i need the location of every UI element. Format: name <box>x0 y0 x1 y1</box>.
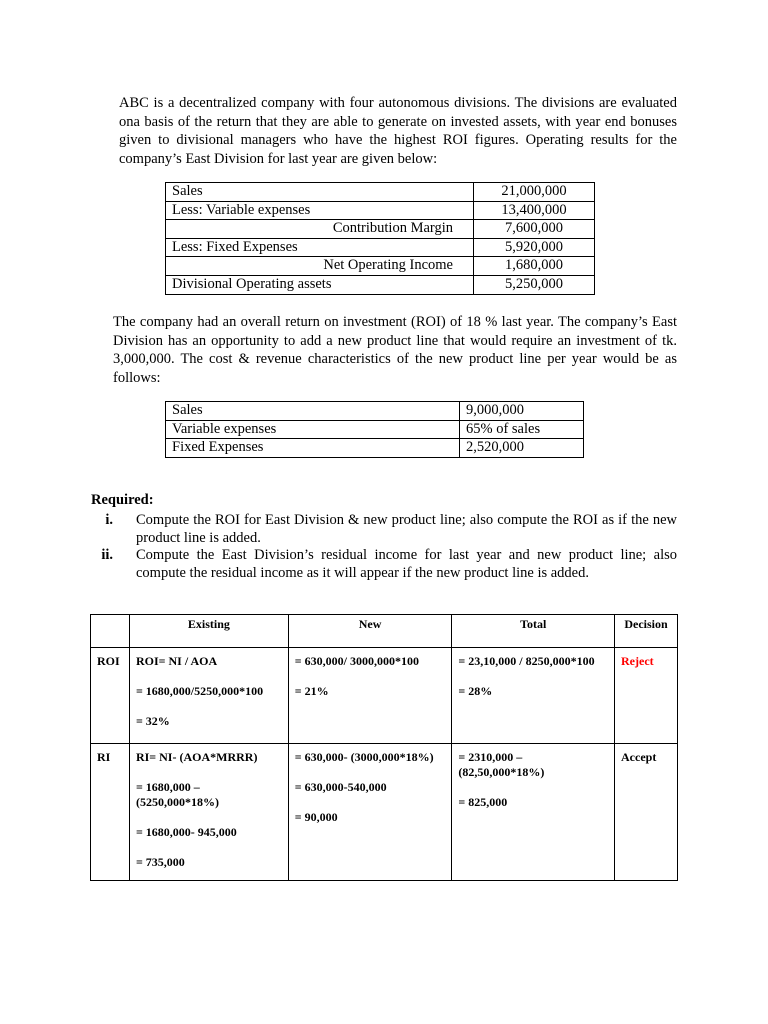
row-label: Less: Fixed Expenses <box>166 238 474 257</box>
row-value: 1,680,000 <box>474 257 595 276</box>
table-row <box>166 183 595 202</box>
table-header-row <box>91 615 678 648</box>
item-text: Compute the East Division’s residual income for last year and new product line; also compute the residual income as it will appear if the new product line is added. <box>136 547 677 581</box>
calc-line: ROI= NI / AOA <box>135 654 218 668</box>
table-row <box>166 402 584 421</box>
row-value: 13,400,000 <box>474 201 595 220</box>
table-row <box>166 439 584 458</box>
calc-line: = 2310,000 – <box>458 750 523 764</box>
calc-line: = 1680,000/5250,000*100 <box>135 684 264 698</box>
table-row <box>166 220 595 239</box>
roi-decision-cell <box>615 648 678 744</box>
row-label: Sales <box>166 183 474 202</box>
header-new: New <box>288 615 452 648</box>
table-row <box>166 257 595 276</box>
calc-line: = 32% <box>135 714 170 728</box>
roi-decision: Reject <box>621 654 654 668</box>
calc-line: = 1680,000- 945,000 <box>135 825 237 839</box>
calc-line: = 735,000 <box>135 855 185 869</box>
table-row <box>166 238 595 257</box>
ri-new-cell <box>288 744 452 881</box>
required-item <box>91 511 677 547</box>
header-decision: Decision <box>615 615 678 648</box>
roi-label: ROI <box>91 648 130 744</box>
header-existing: Existing <box>129 615 288 648</box>
solution-table <box>90 614 678 881</box>
item-number: i. <box>105 512 113 528</box>
calc-line: = 21% <box>294 684 329 698</box>
ri-total-cell <box>452 744 615 881</box>
required-heading: Required: <box>91 492 154 508</box>
calc-line: (5250,000*18%) <box>135 795 219 809</box>
row-label: Fixed Expenses <box>166 439 460 458</box>
row-value: 5,250,000 <box>474 275 595 294</box>
calc-line: = 23,10,000 / 8250,000*100 <box>458 654 595 668</box>
east-division-results-table <box>165 182 595 295</box>
ri-existing-cell <box>129 744 288 881</box>
roi-total-cell <box>452 648 615 744</box>
calc-line: = 28% <box>458 684 493 698</box>
header-blank <box>91 615 130 648</box>
table-row <box>91 648 678 744</box>
row-label: Less: Variable expenses <box>166 201 474 220</box>
calc-line: = 630,000-540,000 <box>294 780 387 794</box>
table-row <box>166 420 584 439</box>
row-label: Sales <box>166 402 460 421</box>
row-label: Divisional Operating assets <box>166 275 474 294</box>
header-total: Total <box>452 615 615 648</box>
row-value: 2,520,000 <box>460 439 584 458</box>
ri-decision-cell <box>615 744 678 881</box>
row-label: Contribution Margin <box>166 220 474 239</box>
row-value: 21,000,000 <box>474 183 595 202</box>
calc-line: = 1680,000 – <box>135 780 200 794</box>
row-label: Net Operating Income <box>166 257 474 276</box>
calc-line: RI= NI- (AOA*MRRR) <box>135 750 258 764</box>
row-value: 9,000,000 <box>460 402 584 421</box>
calc-line: = 825,000 <box>458 795 508 809</box>
table-row <box>91 744 678 881</box>
overall-roi-paragraph: The company had an overall return on investment (ROI) of 18 % last year. The company’s East Division has an opportunity to add a new product line that would require an investment of tk. 3,000,000. The cost & revenue characteristics of the new product line per year would be as follows: <box>113 314 677 386</box>
calc-line: (82,50,000*18%) <box>458 765 545 779</box>
required-item <box>91 546 677 582</box>
table-row <box>166 201 595 220</box>
roi-existing-cell <box>129 648 288 744</box>
row-label: Variable expenses <box>166 420 460 439</box>
roi-new-cell <box>288 648 452 744</box>
ri-decision: Accept <box>621 750 657 764</box>
ri-label: RI <box>91 744 130 881</box>
row-value: 5,920,000 <box>474 238 595 257</box>
calc-line: = 630,000- (3000,000*18%) <box>294 750 434 764</box>
row-value: 65% of sales <box>460 420 584 439</box>
item-number: ii. <box>101 547 113 563</box>
item-text: Compute the ROI for East Division & new product line; also compute the ROI as if the new product line is added. <box>136 512 677 546</box>
table-row <box>166 275 595 294</box>
intro-paragraph: ABC is a decentralized company with four autonomous divisions. The divisions are evaluated ona basis of the return that they are able to generate on invested assets, with year end bonuses given to divisional managers who have the highest ROI figures. Operating results for the company’s East Division for last year are given below: <box>119 95 677 167</box>
calc-line: = 630,000/ 3000,000*100 <box>294 654 419 668</box>
new-product-line-table <box>165 401 584 458</box>
calc-line: = 90,000 <box>294 810 338 824</box>
row-value: 7,600,000 <box>474 220 595 239</box>
